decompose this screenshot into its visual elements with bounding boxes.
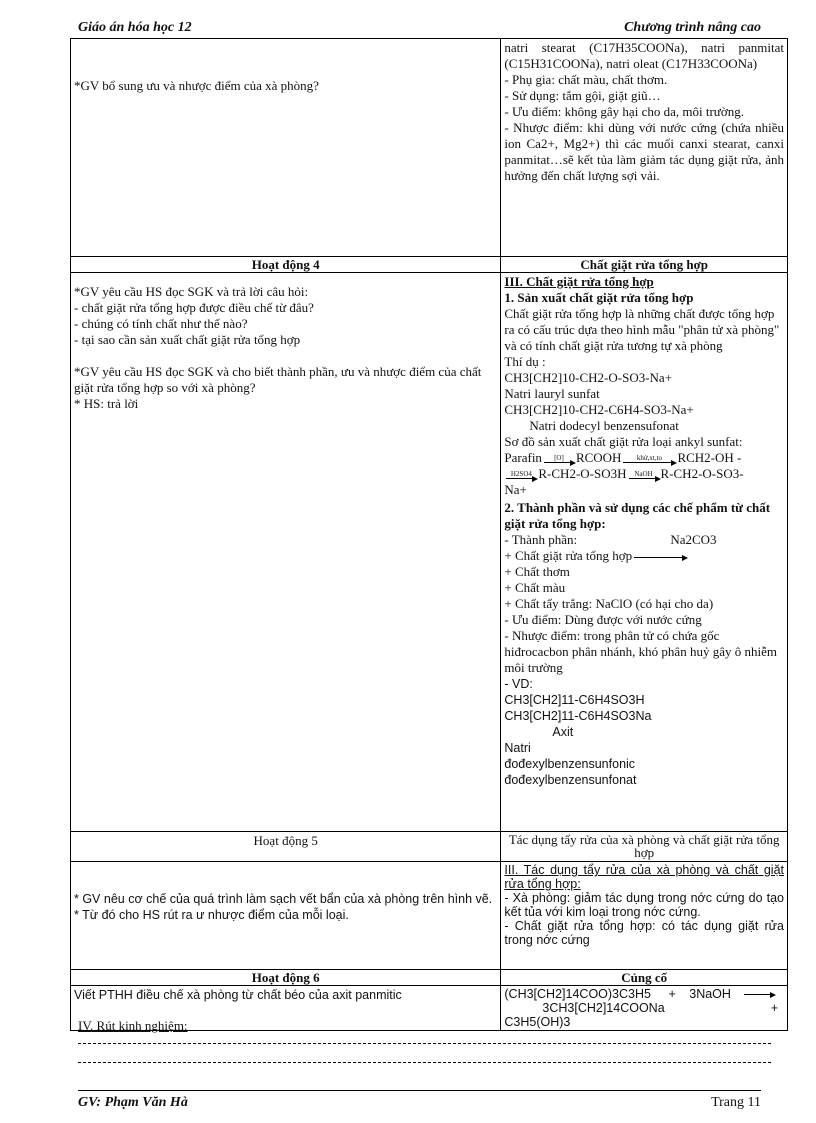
activity-4-row <box>71 257 788 273</box>
composition-label: - Thành phần: Na2CO3 <box>504 532 717 547</box>
header-left: Giáo án hóa học 12 <box>78 20 192 35</box>
definition: Chất giặt rửa tổng hợp là những chất được tổng hợp ra có cấu trúc dựa theo hình mẫu "phân tử xà phòng" và có tính chất giặt rửa tương tự xà phòng <box>504 306 780 353</box>
section-rut-kinh-nghiem: IV. Rút kinh nghiệm: <box>78 1018 188 1033</box>
section-title: III. Chất giặt rửa tổng hợp <box>504 274 654 289</box>
arrow-icon: [O] <box>544 455 574 463</box>
scheme-label: Sơ đồ sản xuất chất giặt rửa loại ankyl sunfat: <box>504 434 743 449</box>
activity-6-label: Hoạt động 6 <box>71 970 501 986</box>
equation-line-1: (CH3[CH2]14COO)3C3H5 + 3NaOH <box>504 987 784 1001</box>
subsection-1: 1. Sản xuất chất giặt rửa tổng hợp <box>504 290 694 305</box>
cleaning-title: III. Tác dụng tẩy rửa của xà phòng và chất giặt rửa tổng hợp: <box>504 863 784 891</box>
gv-question: *GV yêu cầu HS đọc SGK và cho biết thành phần, ưu và nhược điểm của chất giặt rửa tổng hợp so với xà phòng? <box>74 364 482 395</box>
formula-1: CH3[CH2]10-CH2-O-SO3-Na+ <box>504 370 673 385</box>
footer-teacher: GV: Phạm Văn Hà <box>78 1095 188 1110</box>
gv-mechanism: * Từ đó cho HS rút ra ư nhược điểm của mỗi loại. <box>74 908 349 922</box>
soap-fact: - Nhược điểm: khi dùng với nước cứng (chứa nhiều ion Ca2+, Mg2+) thì các muối canxi stearat, canxi panmitat…sẽ kết tủa làm giảm tác dụng giặt rửa, ảnh hưởng đến chất lượng sợi vải. <box>504 120 784 183</box>
activity-5-label: Hoạt động 5 <box>71 832 501 862</box>
blank-line <box>78 1062 771 1063</box>
gv-mechanism: * GV nêu cơ chế của quá trình làm sạch vết bẩn của xà phòng trên hình vẽ. <box>74 892 493 906</box>
soap-fact: natri stearat (C17H35COONa), natri panmitat (C15H31COONa), natri oleat (C17H33COONa) <box>504 40 784 71</box>
equation-line-2: 3CH3[CH2]14COONa + <box>542 1001 778 1015</box>
cleaning-point: - Xà phòng: giảm tác dụng trong nớc cứng do tạo kết tủa với kim loại trong nớc cứng. <box>504 891 784 919</box>
footer-page: Trang 11 <box>711 1095 761 1110</box>
gv-question: - tại sao cần sản xuất chất giặt rửa tổng hợp <box>74 332 301 347</box>
row-synthetic-detergent <box>71 273 788 832</box>
page-header <box>78 20 761 39</box>
header-right: Chương trình nâng cao <box>624 20 761 35</box>
arrow-icon: H2SO4 <box>506 471 536 479</box>
activity-6-topic: Củng cố <box>501 970 788 986</box>
vd-name-1: đođexylbenzensunfonic <box>504 757 636 771</box>
gv-question: - chúng có tính chất như thế nào? <box>74 316 248 331</box>
activity-4-label: Hoạt động 4 <box>71 257 501 273</box>
vd-formula-1: CH3[CH2]11-C6H4SO3H <box>504 693 645 707</box>
composition-item: + Chất giặt rửa tổng hợp <box>504 548 784 564</box>
vd-label: - VD: <box>504 677 533 691</box>
example-label: Thí dụ : <box>504 354 546 369</box>
advantage: - Ưu điểm: Dùng được với nước cứng <box>504 612 702 627</box>
vd-name-2: đođexylbenzensunfonat <box>504 773 637 787</box>
gv-question: - chất giặt rửa tổng hợp được điều chế từ đâu? <box>74 300 314 315</box>
name-2: Natri dodecyl benzensufonat <box>529 418 679 433</box>
cleaning-point: - Chất giặt rửa tổng hợp: có tác dụng giặt rửa trong nớc cứng <box>504 919 784 947</box>
composition-item: + Chất thơm <box>504 564 570 579</box>
lesson-table <box>70 38 788 1031</box>
soap-fact: - Ưu điểm: không gây hại cho da, môi trường. <box>504 104 744 119</box>
row-cleaning-mechanism <box>71 862 788 970</box>
vd-formula-2: CH3[CH2]11-C6H4SO3Na <box>504 709 652 723</box>
composition-item: + Chất màu <box>504 580 566 595</box>
scheme-line-2: H2SO4 R-CH2-O-SO3H NaOH R-CH2-O-SO3- <box>504 466 784 482</box>
disadvantage: - Nhược điểm: trong phân tử có chứa gốc hiđrocacbon phân nhánh, khó phân huỷ gây ô nhiễm môi trường <box>504 628 777 675</box>
vd-axit: Axit <box>552 725 574 739</box>
gv-soap-question: *GV bổ sung ưu và nhược điểm của xà phòng? <box>74 78 319 93</box>
consolidation-task: Viết PTHH điều chế xà phòng từ chất béo của axit panmitic <box>71 986 501 1031</box>
name-1: Natri lauryl sunfat <box>504 386 600 401</box>
composition-item: + Chất tẩy trắng: NaClO (có hại cho da) <box>504 596 714 611</box>
arrow-icon: khử,xt,to <box>623 455 675 463</box>
soap-fact: - Sử dụng: tắm gội, giặt giũ… <box>504 88 661 103</box>
scheme-line-1: Parafin [O] RCOOH khử,xt,to RCH2-OH - <box>504 450 742 465</box>
na2co3-label: Na2CO3 <box>670 532 717 547</box>
activity-5-topic: Tác dụng tẩy rửa của xà phòng và chất giặt rửa tổng hợp <box>501 832 788 862</box>
hs-answer: * HS: trả lời <box>74 396 139 411</box>
arrow-icon: NaOH <box>629 471 659 479</box>
arrow-icon <box>634 557 686 558</box>
soap-fact: - Phụ gia: chất màu, chất thơm. <box>504 72 668 87</box>
arrow-icon <box>744 994 774 995</box>
scheme-line-3: Na+ <box>504 482 527 497</box>
formula-2: CH3[CH2]10-CH2-C6H4-SO3-Na+ <box>504 402 694 417</box>
subsection-2: 2. Thành phần và sử dụng các chế phẩm từ chất giặt rửa tổng hợp: <box>504 500 771 531</box>
gv-question: *GV yêu cầu HS đọc SGK và trả lời câu hỏi: <box>74 284 309 299</box>
row-soap-summary <box>71 39 788 257</box>
equation-line-3: C3H5(OH)3 <box>504 1015 571 1029</box>
blank-line <box>78 1043 771 1044</box>
activity-4-topic: Chất giặt rửa tổng hợp <box>501 257 788 273</box>
activity-5-row <box>71 832 788 862</box>
activity-6-row <box>71 970 788 986</box>
vd-natri: Natri <box>504 741 531 755</box>
page-footer <box>78 1090 761 1115</box>
